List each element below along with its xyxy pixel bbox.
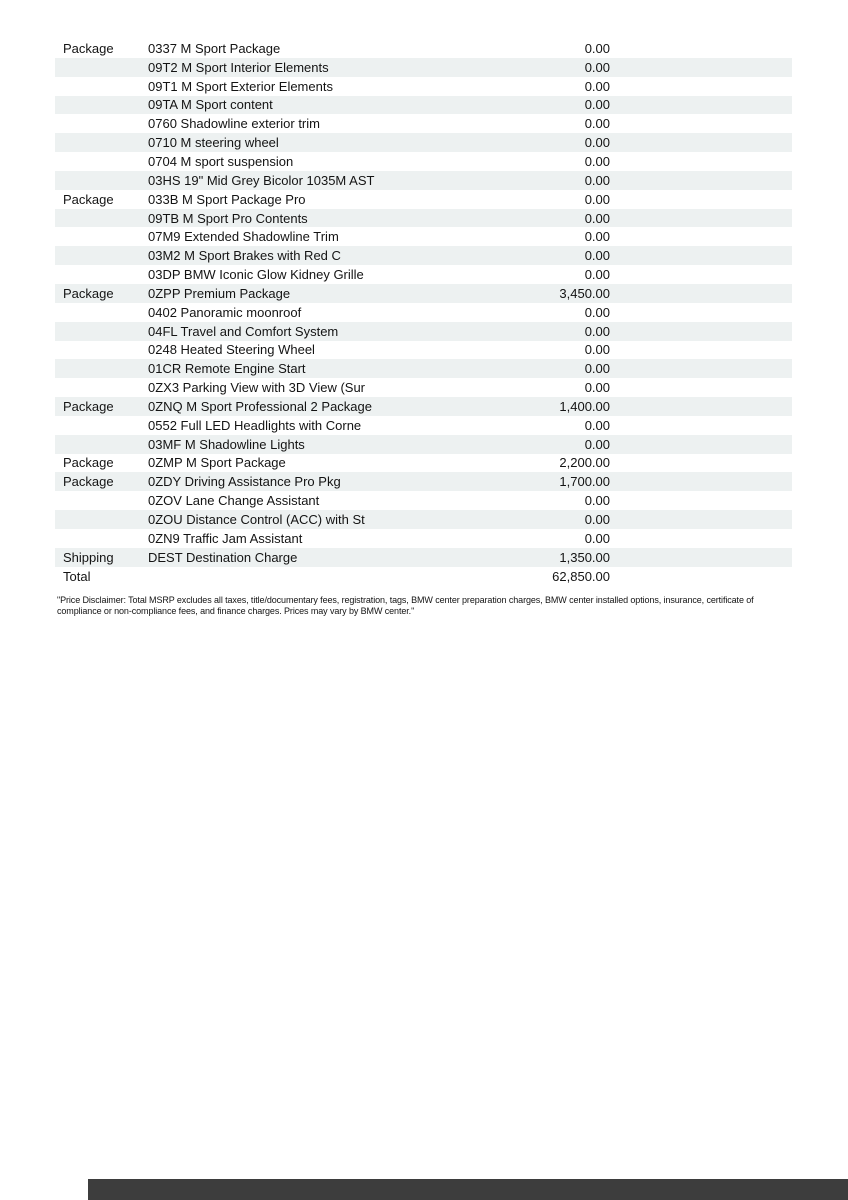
table-row <box>55 510 792 529</box>
table-row <box>55 454 792 473</box>
row-item: 0ZOV Lane Change Assistant <box>148 493 320 509</box>
row-category: Package <box>63 285 114 301</box>
row-item: 0ZPP Premium Package <box>148 285 291 301</box>
row-price: 1,350.00 <box>559 549 610 565</box>
row-price: 0.00 <box>584 267 610 283</box>
row-item: 04FL Travel and Comfort System <box>148 323 339 339</box>
row-item: 07M9 Extended Shadowline Trim <box>148 229 339 245</box>
table-row <box>55 416 792 435</box>
table-row <box>55 378 792 397</box>
table-row <box>55 265 792 284</box>
row-item: 0ZDY Driving Assistance Pro Pkg <box>148 474 341 490</box>
row-price: 0.00 <box>584 512 610 528</box>
row-price: 0.00 <box>584 59 610 75</box>
row-price: 0.00 <box>584 210 610 226</box>
row-item: 0760 Shadowline exterior trim <box>148 116 320 132</box>
row-item: 03M2 M Sport Brakes with Red C <box>148 248 341 264</box>
row-price: 1,400.00 <box>559 398 610 414</box>
row-price: 3,450.00 <box>559 285 610 301</box>
row-price: 0.00 <box>584 530 610 546</box>
table-row <box>55 227 792 246</box>
row-price: 0.00 <box>584 304 610 320</box>
row-item: 03DP BMW Iconic Glow Kidney Grille <box>148 267 364 283</box>
table-row <box>55 133 792 152</box>
row-item: 0337 M Sport Package <box>148 40 281 56</box>
row-category: Package <box>63 191 114 207</box>
table-row <box>55 529 792 548</box>
row-price: 0.00 <box>584 361 610 377</box>
table-row <box>55 548 792 567</box>
row-item: 09TB M Sport Pro Contents <box>148 210 308 226</box>
row-item: 0402 Panoramic moonroof <box>148 304 302 320</box>
row-price: 0.00 <box>584 172 610 188</box>
table-row <box>55 114 792 133</box>
row-price: 0.00 <box>584 417 610 433</box>
row-price: 2,200.00 <box>559 455 610 471</box>
row-item: DEST Destination Charge <box>148 549 298 565</box>
row-price: 0.00 <box>584 191 610 207</box>
row-item: 0552 Full LED Headlights with Corne <box>148 417 362 433</box>
table-row <box>55 303 792 322</box>
row-price: 0.00 <box>584 78 610 94</box>
row-category: Total <box>63 568 91 584</box>
row-item: 0ZNQ M Sport Professional 2 Package <box>148 398 372 414</box>
row-item: 03MF M Shadowline Lights <box>148 436 305 452</box>
row-item: 01CR Remote Engine Start <box>148 361 306 377</box>
table-row <box>55 359 792 378</box>
row-item: 0704 M sport suspension <box>148 153 294 169</box>
table-row <box>55 171 792 190</box>
table-row <box>55 152 792 171</box>
vehicle-options-table <box>55 39 792 585</box>
row-category: Package <box>63 474 114 490</box>
table-row <box>55 472 792 491</box>
table-row <box>55 96 792 115</box>
row-price: 0.00 <box>584 229 610 245</box>
row-item: 09T2 M Sport Interior Elements <box>148 59 329 75</box>
table-row <box>55 397 792 416</box>
table-row <box>55 39 792 58</box>
table-row <box>55 246 792 265</box>
row-category: Shipping <box>63 549 114 565</box>
row-price: 1,700.00 <box>559 474 610 490</box>
row-item: 0ZMP M Sport Package <box>148 455 286 471</box>
row-price: 0.00 <box>584 493 610 509</box>
row-price: 62,850.00 <box>552 568 610 584</box>
row-price: 0.00 <box>584 116 610 132</box>
table-row <box>55 190 792 209</box>
row-price: 0.00 <box>584 323 610 339</box>
row-item: 09TA M Sport content <box>148 97 273 113</box>
row-price: 0.00 <box>584 135 610 151</box>
row-category: Package <box>63 40 114 56</box>
row-item: 09T1 M Sport Exterior Elements <box>148 78 333 94</box>
row-price: 0.00 <box>584 342 610 358</box>
table-row <box>55 209 792 228</box>
row-price: 0.00 <box>584 40 610 56</box>
price-disclaimer: "Price Disclaimer: Total MSRP excludes all taxes, title/documentary fees, registration, tags, BMW center preparation charges, BMW center installed options, insurance, certificate of compliance or non-compliance fees, and finance charges. Prices may vary by BMW center." <box>57 595 754 616</box>
row-category: Package <box>63 398 114 414</box>
table-row <box>55 284 792 303</box>
table-row <box>55 567 792 586</box>
row-price: 0.00 <box>584 436 610 452</box>
row-price: 0.00 <box>584 380 610 396</box>
viewer-bottom-bar <box>88 1179 848 1200</box>
row-item: 033B M Sport Package Pro <box>148 191 306 207</box>
row-item: 0248 Heated Steering Wheel <box>148 342 315 358</box>
row-item: 0ZN9 Traffic Jam Assistant <box>148 530 303 546</box>
row-item: 0710 M steering wheel <box>148 135 279 151</box>
table-row <box>55 322 792 341</box>
row-item: 0ZX3 Parking View with 3D View (Sur <box>148 380 366 396</box>
table-row <box>55 491 792 510</box>
table-row <box>55 341 792 360</box>
table-row <box>55 77 792 96</box>
row-price: 0.00 <box>584 97 610 113</box>
row-item: 0ZOU Distance Control (ACC) with St <box>148 512 365 528</box>
table-row <box>55 58 792 77</box>
row-price: 0.00 <box>584 248 610 264</box>
row-category: Package <box>63 455 114 471</box>
table-row <box>55 435 792 454</box>
row-price: 0.00 <box>584 153 610 169</box>
row-item: 03HS 19" Mid Grey Bicolor 1035M AST <box>148 172 375 188</box>
